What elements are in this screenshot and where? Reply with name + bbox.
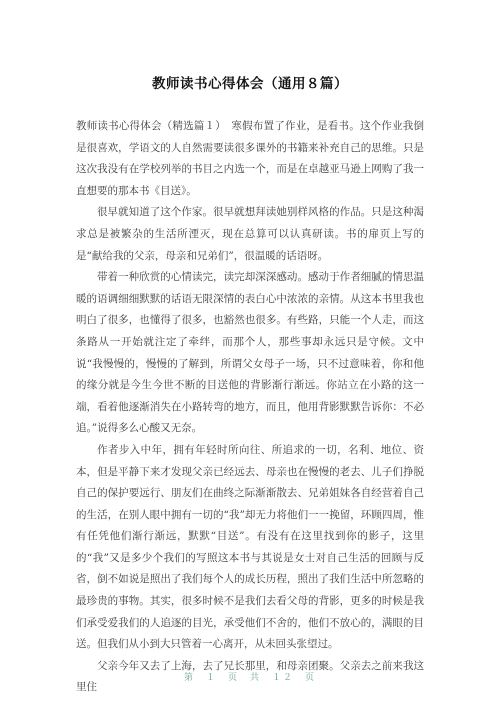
document-title: 教师读书心得体会（通用８篇） <box>152 76 348 92</box>
page-number-footer: 第 １ 页 共 １２ 页 <box>183 673 316 683</box>
paragraph: 父亲今年又去了上海，去了兄长那里，和母亲团聚。父亲去之前来我这里住 <box>76 659 424 694</box>
document-body <box>76 116 424 699</box>
paragraph: 教师读书心得体会（精选篇１） 寒假布置了作业，是看书。这个作业我倒是很喜欢，学语文的人自然需要读很多课外的书籍来补充自己的思维。只是这次我没有在学校列举的书目之内选一个，而是在卓越亚马逊上网购了我一直想要的那本书《目送》。 <box>76 120 424 197</box>
paragraph: 很早就知道了这个作家。很早就想拜读她别样风格的作品。只是这种渴求总是被繁杂的生活所湮灭，现在总算可以认真研读。书的扉页上写的是“献给我的父亲，母亲和兄弟们”，很温暖的话语呀。 <box>76 206 424 262</box>
paragraph: 作者步入中年，拥有年轻时所向往、所追求的一切，名利、地位、资本，但是平静下来才发现父亲已经远去、母亲也在慢慢的老去、儿子们挣脱自己的保护要远行、朋友们在曲终之际渐渐散去、兄弟姐妹各自经营着自己的生活，在别人眼中拥有一切的“我”却无力将他们一一挽留，环顾四周，惟有任凭他们渐行渐远，默默“目送”。有没有在这里找到你的影子，这里的“我”又是多少个我们的写照这本书与其说是女士对自己生活的回顾与反省，倒不如说是照出了我们每个人的成长历程，照出了我们生活中所忽略的最珍贵的事物。其实，很多时候不是我们去看父母的背影，更多的时候是我们承受爱我们的人追逐的目光，承受他们不舍的，他们不放心的，满眼的目送。但我们从小到大只管着一心离开，从未回头张望过。 <box>76 443 424 651</box>
paragraph: 带着一种欣赏的心情读完，读完却深深感动。感动于作者细腻的情思温暖的语调细细默默的话语无限深情的表白心中浓浓的亲情。从这本书里我也明白了很多，也懂得了很多，也豁然也很多。有些路，只能一个人走，而这条路从一开始就注定了牵绊，而那个人，那些事却永远只是守候。文中说“我慢慢的，慢慢的了解到，所谓父女母子一场，只不过意味着，你和他的缘分就是今生今世不断的目送他的背影渐行渐远。你站立在小路的这一端，看着他逐渐消失在小路转弯的地方，而且，他用背影默默告诉你：不必追。”说得多么心酸又无奈。 <box>76 271 424 435</box>
